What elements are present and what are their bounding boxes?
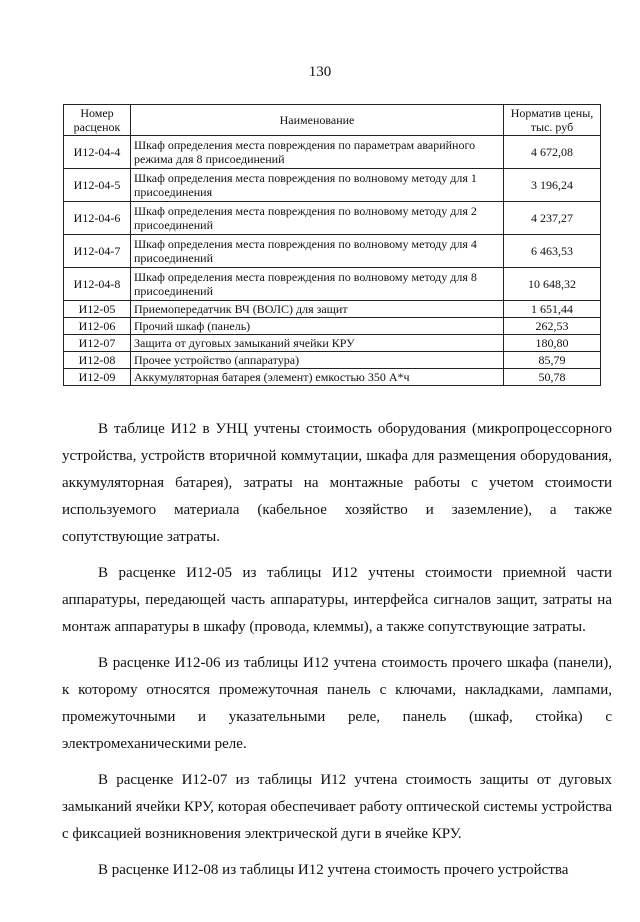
header-name: Наименование (131, 105, 504, 136)
row-name: Аккумуляторная батарея (элемент) емкостью 350 А*ч (131, 369, 504, 386)
row-price: 4 672,08 (504, 136, 601, 169)
row-name: Шкаф определения места повреждения по волновому методу для 1 присоединения (131, 169, 504, 202)
table-row (64, 202, 601, 235)
paragraph: В таблице И12 в УНЦ учтены стоимость оборудования (микропроцессорного устройства, устройств вторичной коммутации, шкафа для размещения оборудования, аккумуляторная батарея), затраты на монтажные работы с учетом стоимости используемого материала (кабельное хозяйство и заземление), а также сопутствующие затраты. (62, 421, 612, 545)
table-row (64, 301, 601, 318)
price-table (63, 104, 601, 386)
row-code: И12-05 (64, 301, 131, 318)
table-row (64, 136, 601, 169)
row-name: Шкаф определения места повреждения по волновому методу для 2 присоединений (131, 202, 504, 235)
row-price: 262,53 (504, 318, 601, 335)
paragraph: В расценке И12-05 из таблицы И12 учтены стоимости приемной части аппаратуры, передающей часть аппаратуры, интерфейса сигналов защит, затраты на монтаж аппаратуры в шкафу (провода, клеммы), а также сопутствующие затраты. (62, 565, 612, 635)
header-price: Норматив цены, тыс. руб (504, 105, 601, 136)
row-price: 85,79 (504, 352, 601, 369)
header-code: Номер расценок (64, 105, 131, 136)
page-number: 130 (308, 64, 332, 80)
row-price: 10 648,32 (504, 268, 601, 301)
row-code: И12-04-6 (64, 202, 131, 235)
paragraph: В расценке И12-08 из таблицы И12 учтена стоимость прочего устройства (98, 862, 569, 878)
body-text (62, 416, 612, 893)
row-code: И12-04-8 (64, 268, 131, 301)
row-price: 180,80 (504, 335, 601, 352)
table-header-row (64, 105, 601, 136)
row-code: И12-09 (64, 369, 131, 386)
row-name: Прочее устройство (аппаратура) (131, 352, 504, 369)
row-price: 3 196,24 (504, 169, 601, 202)
row-price: 1 651,44 (504, 301, 601, 318)
table-row (64, 352, 601, 369)
row-name: Прочий шкаф (панель) (131, 318, 504, 335)
paragraph: В расценке И12-07 из таблицы И12 учтена стоимость защиты от дуговых замыканий ячейки КРУ, которая обеспечивает работу оптической системы устройства с фиксацией возникновения электрической дуги в ячейке КРУ. (62, 772, 612, 842)
table-row (64, 369, 601, 386)
table-row (64, 235, 601, 268)
table-row (64, 318, 601, 335)
row-code: И12-04-7 (64, 235, 131, 268)
row-code: И12-08 (64, 352, 131, 369)
row-code: И12-06 (64, 318, 131, 335)
table-row (64, 169, 601, 202)
paragraph: В расценке И12-06 из таблицы И12 учтена стоимость прочего шкафа (панели), к которому относятся промежуточная панель с ключами, накладками, лампами, промежуточными и указательными реле, панель (шкаф, стойка) с электромеханическими реле. (62, 655, 612, 752)
table-row (64, 268, 601, 301)
row-code: И12-04-4 (64, 136, 131, 169)
row-price: 4 237,27 (504, 202, 601, 235)
row-price: 50,78 (504, 369, 601, 386)
row-name: Шкаф определения места повреждения по параметрам аварийного режима для 8 присоединений (131, 136, 504, 169)
row-name: Шкаф определения места повреждения по волновому методу для 4 присоединений (131, 235, 504, 268)
row-price: 6 463,53 (504, 235, 601, 268)
row-name: Приемопередатчик ВЧ (ВОЛС) для защит (131, 301, 504, 318)
row-name: Шкаф определения места повреждения по волновому методу для 8 присоединений (131, 268, 504, 301)
table-row (64, 335, 601, 352)
row-code: И12-07 (64, 335, 131, 352)
row-code: И12-04-5 (64, 169, 131, 202)
row-name: Защита от дуговых замыканий ячейки КРУ (131, 335, 504, 352)
